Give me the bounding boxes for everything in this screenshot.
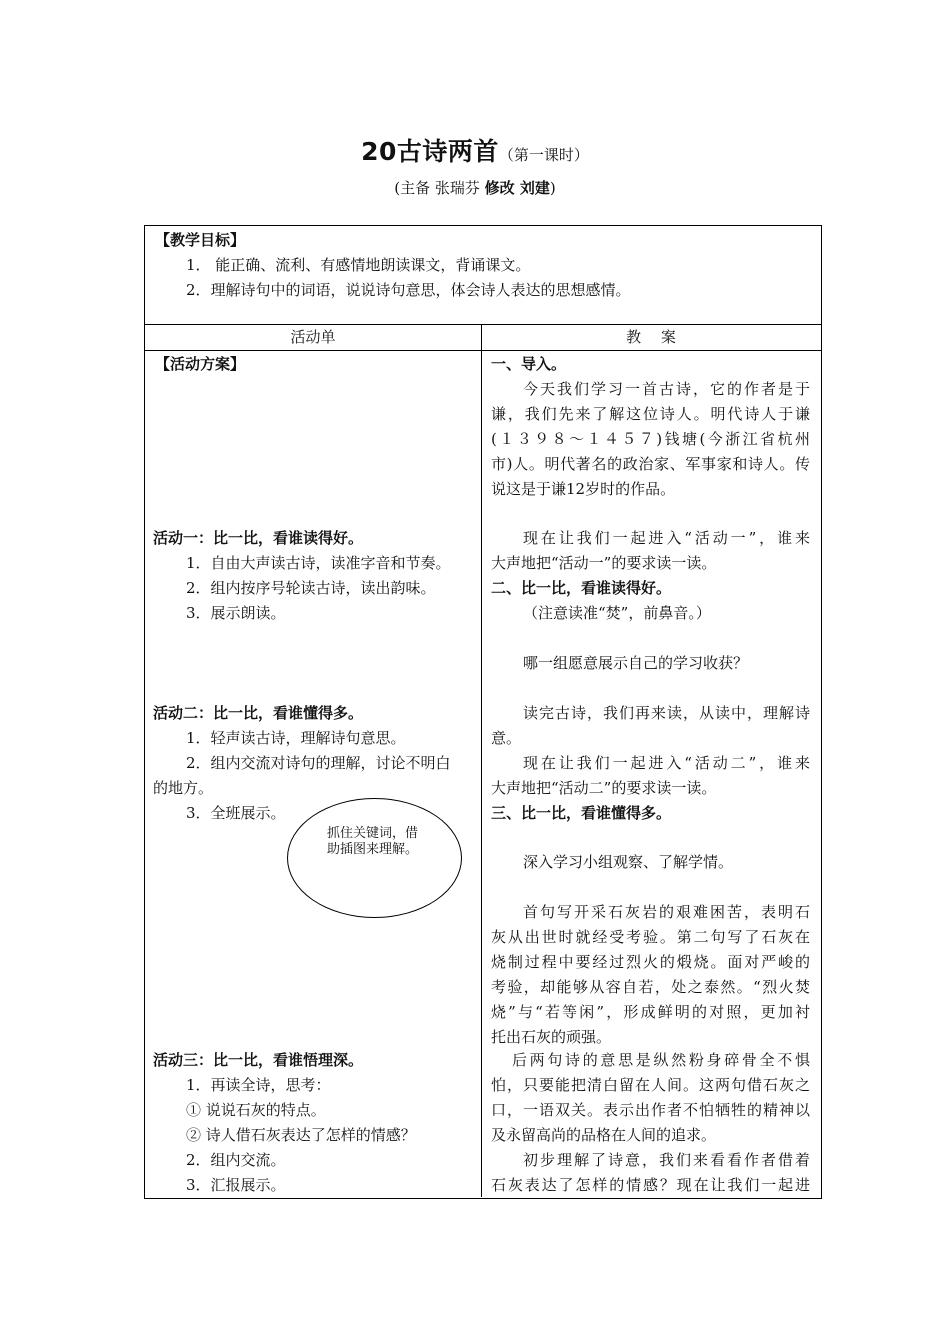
plan-line: 哪一组愿意展示自己的学习收获？ bbox=[523, 654, 749, 672]
plan-line: 谦，我们先来了解这位诗人。明代诗人于谦 bbox=[491, 405, 810, 423]
activity-1-item: 2．组内按序号轮读古诗，读出韵味。 bbox=[186, 579, 436, 597]
callout-bubble bbox=[287, 798, 462, 918]
section-1-title: 一、导入。 bbox=[491, 355, 567, 373]
section-3-title: 三、比一比，看谁懂得多。 bbox=[491, 804, 672, 822]
plan-line: 口，一语双关。表示出作者不怕牺牲的精神以 bbox=[491, 1101, 810, 1119]
byline-reviser: 修改 刘建 bbox=[484, 179, 550, 197]
title-sub: （第一课时） bbox=[498, 146, 589, 164]
column-header-activities: 活动单 bbox=[290, 328, 336, 346]
plan-line: 烧制过程中要经过烈火的煅烧。面对严峻的 bbox=[491, 953, 810, 971]
activity-3-title: 活动三：比一比，看谁悟理深。 bbox=[153, 1051, 364, 1069]
plan-line: 说这是于谦12岁时的作品。 bbox=[491, 480, 676, 498]
activity-3-item: 1．再读全诗，思考： bbox=[186, 1076, 331, 1094]
plan-line: 烧”与“若等闲”，形成鲜明的对照，更加衬 bbox=[491, 1003, 810, 1021]
page-title bbox=[0, 132, 950, 168]
plan-line: 今天我们学习一首古诗，它的作者是于 bbox=[523, 380, 810, 398]
plan-line: 大声地把“活动二”的要求读一读。 bbox=[491, 779, 717, 797]
plan-line: 后两句诗的意思是纵然粉身碎骨全不惧 bbox=[512, 1051, 810, 1069]
byline-author: (主备 张瑞芬 bbox=[394, 179, 485, 197]
goal-item: 2．理解诗句中的词语，说说诗句意思，体会诗人表达的思想感情。 bbox=[186, 281, 631, 299]
plan-line: 怕，只要能把清白留在人间。这两句借石灰之 bbox=[491, 1076, 810, 1094]
byline-suffix: ) bbox=[549, 179, 556, 197]
activity-1-title: 活动一：比一比，看谁读得好。 bbox=[153, 529, 364, 547]
goal-item: 1． 能正确、流利、有感情地朗读课文，背诵课文。 bbox=[186, 256, 531, 274]
plan-line: (１３９８～１４５７)钱塘(今浙江省杭州 bbox=[491, 430, 810, 448]
table-rule-header bbox=[144, 350, 821, 351]
goals-heading: 【教学目标】 bbox=[155, 231, 246, 249]
plan-line: 现在让我们一起进入“活动一”，谁来 bbox=[523, 529, 810, 547]
plan-line: 读完古诗，我们再来读，从读中，理解诗 bbox=[523, 704, 810, 722]
title-main: 20古诗两首 bbox=[361, 137, 499, 166]
activity-3-item: 3．汇报展示。 bbox=[186, 1176, 286, 1194]
plan-line: 首句写开采石灰岩的艰难困苦，表明石 bbox=[523, 903, 810, 921]
callout-text: 抓住关键词，借助插图来理解。 bbox=[327, 826, 419, 857]
plan-line: 灰从出世时就经受考验。第二句写了石灰在 bbox=[491, 928, 810, 946]
activity-1-item: 3．展示朗读。 bbox=[186, 604, 286, 622]
plan-line: 考验，却能够从容自若，处之泰然。“烈火焚 bbox=[491, 978, 810, 996]
activity-plan-heading: 【活动方案】 bbox=[155, 355, 246, 373]
section-2-title: 二、比一比，看谁读得好。 bbox=[491, 579, 672, 597]
activity-3-item: ① 说说石灰的特点。 bbox=[186, 1101, 326, 1119]
plan-line: 现在让我们一起进入“活动二”，谁来 bbox=[523, 754, 810, 772]
activity-2-title: 活动二：比一比，看谁懂得多。 bbox=[153, 704, 364, 722]
activity-2-item: 的地方。 bbox=[153, 779, 214, 797]
activity-2-item: 3．全班展示。 bbox=[186, 804, 286, 822]
plan-line: 市)人。明代著名的政治家、军事家和诗人。传 bbox=[491, 455, 810, 473]
plan-line: 托出石灰的顽强。 bbox=[491, 1028, 612, 1046]
pronunciation-note: （注意读准“焚”，前鼻音。） bbox=[523, 604, 711, 622]
byline bbox=[0, 177, 950, 198]
plan-line: 初步理解了诗意，我们来看看作者借着 bbox=[523, 1151, 810, 1169]
activity-3-item: ② 诗人借石灰表达了怎样的情感？ bbox=[186, 1126, 416, 1144]
column-header-lesson-plan: 教 案 bbox=[626, 328, 676, 346]
activity-1-item: 1．自由大声读古诗，读准字音和节奏。 bbox=[186, 554, 451, 572]
plan-line: 意。 bbox=[491, 729, 522, 747]
activity-2-item: 1．轻声读古诗，理解诗句意思。 bbox=[186, 729, 406, 747]
plan-line: 及永留高尚的品格在人间的追求。 bbox=[491, 1126, 717, 1144]
activity-2-item: 2．组内交流对诗句的理解，讨论不明白 bbox=[186, 754, 451, 772]
plan-line: 深入学习小组观察、了解学情。 bbox=[523, 853, 734, 871]
plan-line: 大声地把“活动一”的要求读一读。 bbox=[491, 554, 717, 572]
table-column-divider bbox=[481, 324, 482, 1197]
plan-line: 石灰表达了怎样的情感？现在让我们一起进 bbox=[491, 1176, 810, 1194]
activity-3-item: 2．组内交流。 bbox=[186, 1151, 286, 1169]
